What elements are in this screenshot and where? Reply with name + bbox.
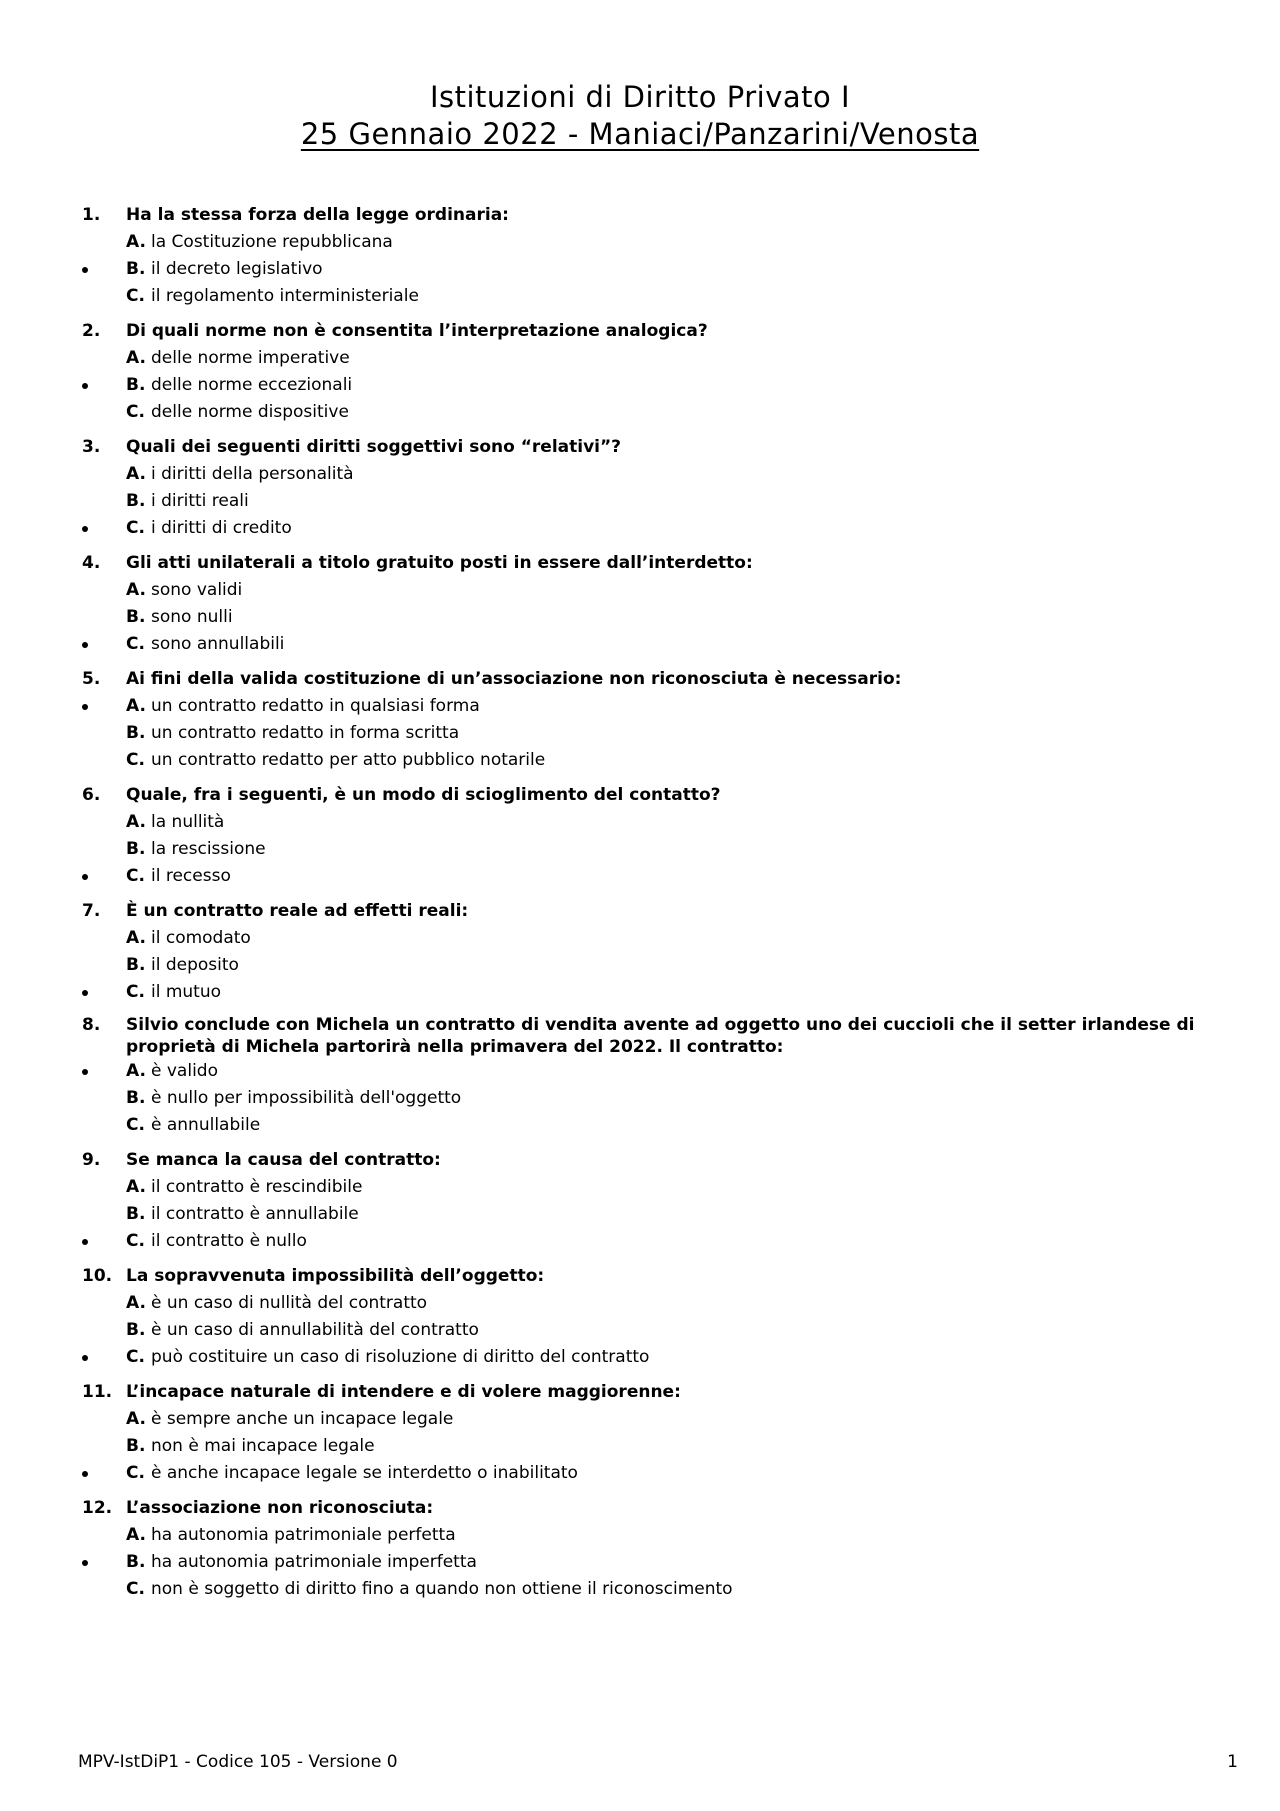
option-text: delle norme eccezionali bbox=[151, 375, 353, 395]
option-text: la rescissione bbox=[151, 839, 266, 859]
question-header bbox=[0, 1379, 1280, 1406]
question-text: Ai fini della valida costituzione di un’associazione non riconosciuta è necessario: bbox=[126, 669, 902, 689]
option-text: sono annullabili bbox=[151, 634, 285, 654]
question-text: L’incapace naturale di intendere e di volere maggiorenne: bbox=[126, 1382, 681, 1402]
answer-option bbox=[0, 1406, 1280, 1433]
option-letter: C. bbox=[126, 1579, 145, 1599]
option-text: non è mai incapace legale bbox=[151, 1436, 375, 1456]
option-text: il contratto è annullabile bbox=[151, 1204, 359, 1224]
option-letter: C. bbox=[126, 1231, 145, 1251]
option-text: sono nulli bbox=[151, 607, 233, 627]
option-text: è un caso di nullità del contratto bbox=[151, 1293, 428, 1313]
question-header bbox=[0, 550, 1280, 577]
correct-answer-bullet-icon bbox=[82, 1560, 88, 1566]
option-text: può costituire un caso di risoluzione di diritto del contratto bbox=[151, 1347, 650, 1367]
option-text: il recesso bbox=[151, 866, 231, 886]
answer-option bbox=[0, 1228, 1280, 1255]
option-letter: A. bbox=[126, 580, 146, 600]
question-number: 9. bbox=[82, 1150, 101, 1170]
question-text: Quale, fra i seguenti, è un modo di scioglimento del contatto? bbox=[126, 785, 721, 805]
answer-option bbox=[0, 1085, 1280, 1112]
answer-option bbox=[0, 809, 1280, 836]
question-list bbox=[0, 202, 1280, 1611]
question-text: Silvio conclude con Michela un contratto di vendita avente ad oggetto uno dei cuccioli che il setter irlandese di proprietà di Michela partorirà nella primavera del 2022. Il contratto: bbox=[126, 1015, 1195, 1057]
answer-option bbox=[0, 863, 1280, 890]
question-text: Quali dei seguenti diritti soggettivi sono “relativi”? bbox=[126, 437, 622, 457]
answer-option bbox=[0, 256, 1280, 283]
answer-option bbox=[0, 747, 1280, 774]
question-number: 10. bbox=[82, 1266, 113, 1286]
option-letter: B. bbox=[126, 723, 146, 743]
option-letter: C. bbox=[126, 1347, 145, 1367]
answer-option bbox=[0, 577, 1280, 604]
option-letter: A. bbox=[126, 1061, 146, 1081]
question-header bbox=[0, 1495, 1280, 1522]
answer-option bbox=[0, 720, 1280, 747]
question-number: 5. bbox=[82, 669, 101, 689]
question-header bbox=[0, 1014, 1280, 1058]
question-text: Se manca la causa del contratto: bbox=[126, 1150, 441, 1170]
option-letter: A. bbox=[126, 1293, 146, 1313]
question-number: 1. bbox=[82, 205, 101, 225]
page-number: 1 bbox=[1227, 1752, 1238, 1772]
answer-option bbox=[0, 604, 1280, 631]
option-text: il deposito bbox=[151, 955, 239, 975]
question-number: 2. bbox=[82, 321, 101, 341]
answer-option bbox=[0, 1290, 1280, 1317]
answer-option bbox=[0, 979, 1280, 1006]
answer-option bbox=[0, 1549, 1280, 1576]
option-letter: C. bbox=[126, 634, 145, 654]
option-letter: A. bbox=[126, 1525, 146, 1545]
option-letter: C. bbox=[126, 286, 145, 306]
correct-answer-bullet-icon bbox=[82, 642, 88, 648]
option-text: è nullo per impossibilità dell'oggetto bbox=[151, 1088, 462, 1108]
option-text: un contratto redatto in forma scritta bbox=[151, 723, 460, 743]
option-letter: C. bbox=[126, 402, 145, 422]
answer-option bbox=[0, 631, 1280, 658]
question-number: 12. bbox=[82, 1498, 113, 1518]
question-item bbox=[0, 898, 1280, 1006]
answer-option bbox=[0, 229, 1280, 256]
question-item bbox=[0, 1014, 1280, 1139]
question-number: 3. bbox=[82, 437, 101, 457]
answer-option bbox=[0, 1112, 1280, 1139]
correct-answer-bullet-icon bbox=[82, 704, 88, 710]
option-text: il mutuo bbox=[151, 982, 222, 1002]
question-header bbox=[0, 782, 1280, 809]
option-text: ha autonomia patrimoniale perfetta bbox=[151, 1525, 456, 1545]
option-letter: B. bbox=[126, 1552, 146, 1572]
option-letter: A. bbox=[126, 928, 146, 948]
answer-option bbox=[0, 345, 1280, 372]
answer-option bbox=[0, 283, 1280, 310]
answer-option bbox=[0, 925, 1280, 952]
question-item bbox=[0, 434, 1280, 542]
option-text: delle norme dispositive bbox=[151, 402, 349, 422]
option-letter: A. bbox=[126, 1409, 146, 1429]
option-text: il contratto è nullo bbox=[151, 1231, 307, 1251]
question-item bbox=[0, 550, 1280, 658]
answer-option bbox=[0, 1201, 1280, 1228]
page-subtitle: 25 Gennaio 2022 - Maniaci/Panzarini/Venosta bbox=[300, 117, 980, 151]
question-text: Gli atti unilaterali a titolo gratuito posti in essere dall’interdetto: bbox=[126, 553, 753, 573]
option-letter: B. bbox=[126, 839, 146, 859]
option-letter: A. bbox=[126, 812, 146, 832]
question-number: 7. bbox=[82, 901, 101, 921]
question-number: 4. bbox=[82, 553, 101, 573]
question-header bbox=[0, 318, 1280, 345]
answer-option bbox=[0, 1174, 1280, 1201]
option-text: il regolamento interministeriale bbox=[151, 286, 419, 306]
option-text: non è soggetto di diritto fino a quando non ottiene il riconoscimento bbox=[151, 1579, 733, 1599]
question-header bbox=[0, 666, 1280, 693]
answer-option bbox=[0, 836, 1280, 863]
question-item bbox=[0, 666, 1280, 774]
question-header bbox=[0, 434, 1280, 461]
option-text: un contratto redatto per atto pubblico notarile bbox=[151, 750, 546, 770]
answer-option bbox=[0, 1522, 1280, 1549]
question-number: 11. bbox=[82, 1382, 113, 1402]
question-number: 6. bbox=[82, 785, 101, 805]
question-header bbox=[0, 1263, 1280, 1290]
correct-answer-bullet-icon bbox=[82, 267, 88, 273]
correct-answer-bullet-icon bbox=[82, 383, 88, 389]
option-text: è anche incapace legale se interdetto o inabilitato bbox=[151, 1463, 578, 1483]
option-letter: A. bbox=[126, 232, 146, 252]
question-text: È un contratto reale ad effetti reali: bbox=[126, 901, 469, 921]
answer-option bbox=[0, 1460, 1280, 1487]
answer-option bbox=[0, 488, 1280, 515]
answer-option bbox=[0, 1058, 1280, 1085]
question-header bbox=[0, 202, 1280, 229]
option-letter: A. bbox=[126, 464, 146, 484]
option-text: il contratto è rescindibile bbox=[151, 1177, 363, 1197]
page-title: Istituzioni di Diritto Privato I bbox=[429, 80, 851, 114]
option-text: è annullabile bbox=[151, 1115, 261, 1135]
option-text: è sempre anche un incapace legale bbox=[151, 1409, 454, 1429]
option-letter: A. bbox=[126, 1177, 146, 1197]
option-letter: B. bbox=[126, 1436, 146, 1456]
question-item bbox=[0, 1379, 1280, 1487]
option-text: la nullità bbox=[151, 812, 225, 832]
option-letter: B. bbox=[126, 1320, 146, 1340]
option-letter: A. bbox=[126, 696, 146, 716]
option-text: i diritti della personalità bbox=[151, 464, 354, 484]
option-text: la Costituzione repubblicana bbox=[151, 232, 393, 252]
correct-answer-bullet-icon bbox=[82, 1239, 88, 1245]
answer-option bbox=[0, 1433, 1280, 1460]
option-letter: B. bbox=[126, 1088, 146, 1108]
option-letter: B. bbox=[126, 607, 146, 627]
option-text: è un caso di annullabilità del contratto bbox=[151, 1320, 479, 1340]
option-text: i diritti di credito bbox=[151, 518, 292, 538]
question-text: Di quali norme non è consentita l’interpretazione analogica? bbox=[126, 321, 708, 341]
question-item bbox=[0, 1263, 1280, 1371]
option-letter: B. bbox=[126, 259, 146, 279]
option-letter: B. bbox=[126, 375, 146, 395]
option-letter: C. bbox=[126, 1463, 145, 1483]
question-text: L’associazione non riconosciuta: bbox=[126, 1498, 434, 1518]
correct-answer-bullet-icon bbox=[82, 1471, 88, 1477]
question-item bbox=[0, 782, 1280, 890]
option-letter: C. bbox=[126, 750, 145, 770]
question-item bbox=[0, 1495, 1280, 1603]
answer-option bbox=[0, 952, 1280, 979]
option-letter: C. bbox=[126, 518, 145, 538]
question-item bbox=[0, 202, 1280, 310]
correct-answer-bullet-icon bbox=[82, 1355, 88, 1361]
answer-option bbox=[0, 1344, 1280, 1371]
option-text: i diritti reali bbox=[151, 491, 249, 511]
answer-option bbox=[0, 1576, 1280, 1603]
option-text: è valido bbox=[151, 1061, 218, 1081]
question-number: 8. bbox=[82, 1015, 101, 1035]
answer-option bbox=[0, 461, 1280, 488]
answer-option bbox=[0, 399, 1280, 426]
option-letter: C. bbox=[126, 866, 145, 886]
question-header bbox=[0, 898, 1280, 925]
correct-answer-bullet-icon bbox=[82, 526, 88, 532]
correct-answer-bullet-icon bbox=[82, 874, 88, 880]
correct-answer-bullet-icon bbox=[82, 1069, 88, 1075]
question-item bbox=[0, 318, 1280, 426]
answer-option bbox=[0, 1317, 1280, 1344]
question-item bbox=[0, 1147, 1280, 1255]
option-letter: C. bbox=[126, 982, 145, 1002]
correct-answer-bullet-icon bbox=[82, 990, 88, 996]
option-text: sono validi bbox=[151, 580, 243, 600]
option-text: il comodato bbox=[151, 928, 251, 948]
answer-option bbox=[0, 693, 1280, 720]
question-header bbox=[0, 1147, 1280, 1174]
option-text: il decreto legislativo bbox=[151, 259, 323, 279]
option-letter: C. bbox=[126, 1115, 145, 1135]
question-text: Ha la stessa forza della legge ordinaria: bbox=[126, 205, 509, 225]
answer-option bbox=[0, 515, 1280, 542]
answer-option bbox=[0, 372, 1280, 399]
option-text: ha autonomia patrimoniale imperfetta bbox=[151, 1552, 477, 1572]
option-text: un contratto redatto in qualsiasi forma bbox=[151, 696, 480, 716]
option-letter: B. bbox=[126, 1204, 146, 1224]
option-letter: A. bbox=[126, 348, 146, 368]
option-text: delle norme imperative bbox=[151, 348, 350, 368]
option-letter: B. bbox=[126, 955, 146, 975]
question-text: La sopravvenuta impossibilità dell’oggetto: bbox=[126, 1266, 545, 1286]
option-letter: B. bbox=[126, 491, 146, 511]
footer-code: MPV-IstDiP1 - Codice 105 - Versione 0 bbox=[78, 1752, 398, 1772]
